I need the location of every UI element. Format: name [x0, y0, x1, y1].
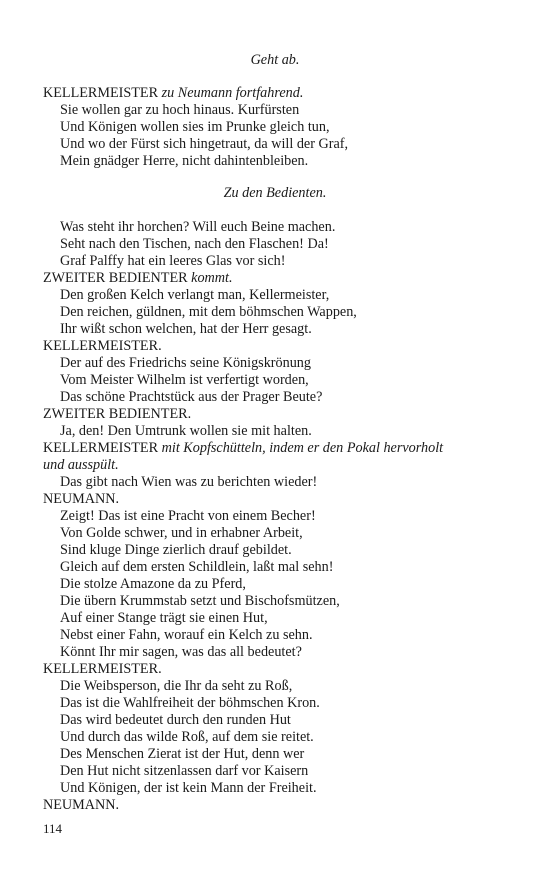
verse-line: Seht nach den Tischen, nach den Flaschen! Da!: [60, 236, 329, 252]
verse-line: Nebst einer Fahn, worauf ein Kelch zu sehn.: [60, 627, 313, 643]
speaker-line: [43, 270, 233, 287]
speaker-name: KELLERMEISTER.: [43, 661, 162, 677]
page-number: 114: [43, 821, 63, 836]
speaker-line: [43, 338, 162, 355]
verse-line: Sind kluge Dinge zierlich drauf gebildet.: [60, 542, 292, 558]
verse-line: Des Menschen Zierat ist der Hut, denn wer: [60, 746, 305, 762]
verse-line: Und wo der Fürst sich hingetraut, da will der Graf,: [60, 136, 349, 152]
stage-direction: zu Neumann fortfahrend.: [161, 85, 304, 101]
speaker-name: ZWEITER BEDIENTER: [43, 270, 188, 286]
verse-line: Den reichen, güldnen, mit dem böhmschen Wappen,: [60, 304, 357, 320]
verse-line: Die übern Krummstab setzt und Bischofsmützen,: [60, 593, 340, 609]
verse-line: Ja, den! Den Umtrunk wollen sie mit halten.: [60, 423, 312, 439]
speaker-name: KELLERMEISTER.: [43, 338, 162, 354]
verse-line: Den großen Kelch verlangt man, Kellermeister,: [60, 287, 330, 303]
verse-line: Und Königen, der ist kein Mann der Freiheit.: [60, 780, 317, 796]
verse-line: Das gibt nach Wien was zu berichten wieder!: [60, 474, 318, 490]
speaker-name: ZWEITER BEDIENTER.: [43, 406, 192, 422]
verse-line: Von Golde schwer, und in erhabner Arbeit,: [60, 525, 303, 541]
speaker-line: [43, 440, 443, 457]
verse-line: Die Weibsperson, die Ihr da seht zu Roß,: [60, 678, 293, 694]
speaker-name: NEUMANN.: [43, 797, 120, 813]
stage-direction: Geht ab.: [250, 52, 300, 68]
stage-direction: mit Kopfschütteln, indem er den Pokal hervorholt: [161, 440, 444, 456]
verse-line: Gleich auf dem ersten Schildlein, laßt mal sehn!: [60, 559, 334, 575]
stage-direction: kommt.: [191, 270, 233, 286]
verse-line: Ihr wißt schon welchen, hat der Herr gesagt.: [60, 321, 312, 337]
speaker-line: [43, 661, 162, 678]
speaker-line: [43, 406, 191, 423]
verse-line: Könnt Ihr mir sagen, was das all bedeutet?: [60, 644, 302, 660]
speaker-line: [43, 85, 303, 102]
verse-line: Die stolze Amazone da zu Pferd,: [60, 576, 246, 592]
speaker-line: [43, 797, 119, 814]
verse-line: Das schöne Prachtstück aus der Prager Beute?: [60, 389, 323, 405]
verse-line: Mein gnädger Herre, nicht dahintenbleiben.: [60, 153, 309, 169]
speaker-name: KELLERMEISTER: [43, 440, 159, 456]
verse-line: Und durch das wilde Roß, auf dem sie reitet.: [60, 729, 314, 745]
verse-line: Sie wollen gar zu hoch hinaus. Kurfürsten: [60, 102, 300, 118]
verse-line: Den Hut nicht sitzenlassen darf vor Kaisern: [60, 763, 309, 779]
verse-line: Das ist die Wahlfreiheit der böhmschen Kron.: [60, 695, 320, 711]
verse-line: Der auf des Friedrichs seine Königskrönung: [60, 355, 311, 371]
speaker-name: NEUMANN.: [43, 491, 120, 507]
verse-line: Auf einer Stange trägt sie einen Hut,: [60, 610, 268, 626]
verse-line: Zeigt! Das ist eine Pracht von einem Becher!: [60, 508, 316, 524]
verse-line: Was steht ihr horchen? Will euch Beine machen.: [60, 219, 336, 235]
verse-line: Vom Meister Wilhelm ist verfertigt worden,: [60, 372, 309, 388]
verse-line: Graf Palffy hat ein leeres Glas vor sich!: [60, 253, 286, 269]
speaker-name: KELLERMEISTER: [43, 85, 159, 101]
stage-direction: und ausspült.: [43, 457, 119, 473]
stage-direction: Zu den Bedienten.: [223, 185, 327, 201]
verse-line: Das wird bedeutet durch den runden Hut: [60, 712, 291, 728]
speaker-line: [43, 491, 119, 508]
verse-line: Und Königen wollen sies im Prunke gleich tun,: [60, 119, 330, 135]
